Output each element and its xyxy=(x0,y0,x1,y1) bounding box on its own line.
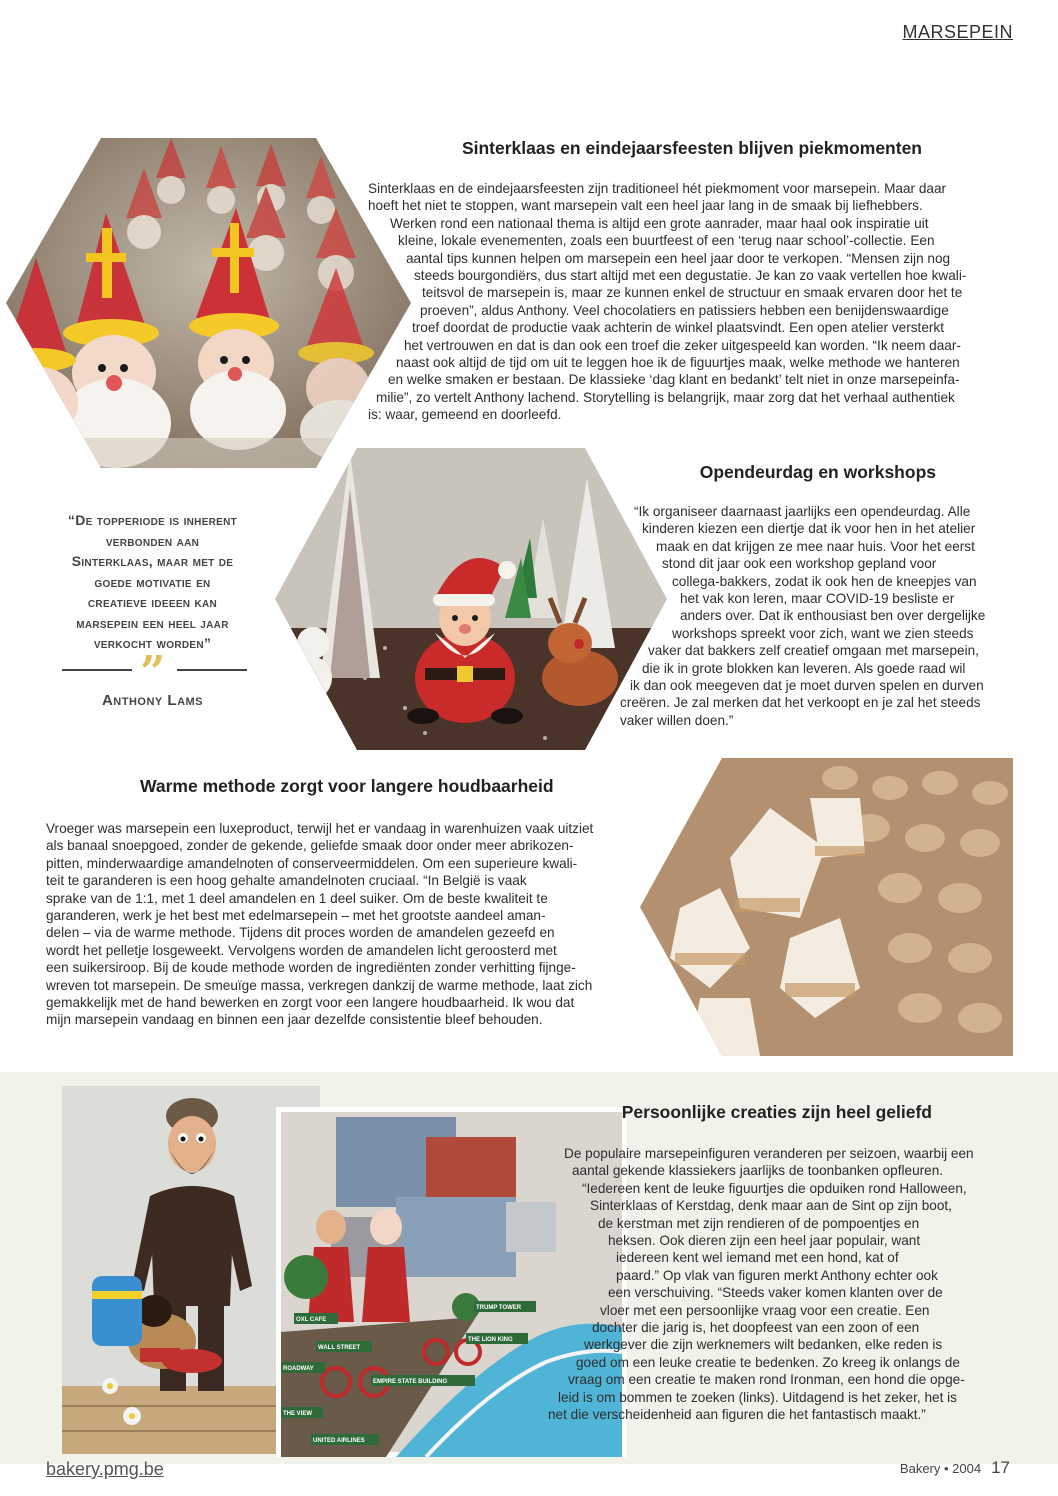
pull-quote-line: marsepein een heel jaar xyxy=(76,614,229,631)
quote-mark-icon: ” xyxy=(140,647,166,698)
text-line: milie”, zo vertelt Anthony lachend. Storytelling is belangrijk, maar zorg dat het verhaal authentiek xyxy=(376,389,955,405)
pull-quote-line: verkocht worden” xyxy=(93,635,212,651)
text-line: Vroeger was marsepein een luxeproduct, terwijl het er vandaag in warenhuizen vaak uitziet xyxy=(46,821,594,836)
sign-label: ROADWAY xyxy=(283,1366,314,1372)
sign-label: THE LION KING xyxy=(468,1337,513,1343)
sign-label: TRUMP TOWER xyxy=(476,1305,522,1311)
pull-quote xyxy=(40,510,265,654)
quote-divider xyxy=(62,647,247,698)
section-title-persoonlijke-creaties: Persoonlijke creaties zijn heel geliefd xyxy=(621,1102,932,1122)
pull-quote-line: creatieve ideeen kan xyxy=(87,594,218,610)
text-line: naast ook altijd de tijd om uit te leggen hoe ik de figuurtjes maak, welke methode we hanteren xyxy=(396,355,960,371)
text-line: troef doordat de productie vaak achterin de winkel plaatsvindt. Een open atelier versterkt xyxy=(412,320,944,336)
text-line: delen – via de warme methode. Tijdens dit proces worden de amandelen gezeefd en xyxy=(46,925,555,941)
text-line: De populaire marsepeinfiguren veranderen per seizoen, waarbij een xyxy=(564,1146,974,1161)
text-line: steeds bourgondiërs, dus start altijd met een degustatie. Je kan zo vaak vertellen hoe kwali- xyxy=(414,268,967,284)
text-line: teitsvol de marsepein is, maar ze kunnen enkel de structuur en smaak ervaren door het te xyxy=(422,285,963,301)
sign-label: THE VIEW xyxy=(283,1411,313,1417)
text-line: het vak kon leren, maar COVID-19 besliste er xyxy=(680,591,955,607)
sign-label: EMPIRE STATE BUILDING xyxy=(373,1379,448,1385)
section-title-houdbaarheid: Warme methode zorgt voor langere houdbaarheid xyxy=(140,776,554,796)
text-line: kleine, lokale evenementen, zoals een buurtfeest of een ‘terug naar school’-collectie. Een xyxy=(398,233,935,249)
page-number: 17 xyxy=(991,1458,1010,1477)
santa-marzipan-scene-photo xyxy=(275,448,667,750)
text-line: maak en dat krijgen ze mee naar huis. Voor het eerst xyxy=(656,538,975,554)
section-tag: MARSEPEIN xyxy=(902,22,1013,42)
divider-line-right xyxy=(177,669,247,671)
pull-quote-line: “De topperiode is inherent xyxy=(67,512,238,528)
text-line: vloer met een persoonlijke vraag voor een creatie. Een xyxy=(600,1302,930,1318)
text-line: “Iedereen kent de leuke figuurtjes die opduiken rond Halloween, xyxy=(582,1180,967,1196)
text-line: iedereen kent wel iemand met een hond, kat of xyxy=(616,1250,899,1266)
article-houdbaarheid xyxy=(46,820,686,1029)
footer-website-link[interactable]: bakery.pmg.be xyxy=(46,1459,164,1479)
marzipan-pieces-photo xyxy=(640,758,1013,1056)
text-line: als banaal snoepgoed, zonder de gekende, geliefde smaak door onder meer abrikozen- xyxy=(46,838,574,854)
text-line: sprake van de 1:1, met 1 deel amandelen en 1 deel suiker. Om de beste kwaliteit te xyxy=(46,890,548,906)
pull-quote-line: Sinterklaas, maar met de xyxy=(71,553,234,569)
text-line: aantal gekende klassiekers jaarlijks de toonbanken opfleuren. xyxy=(572,1163,944,1179)
text-line: gemakkelijk met de hand bewerken en zorgt voor een langere houdbaarheid. Ik wou dat xyxy=(46,995,575,1011)
text-line: paard.” Op vlak van figuren merkt Anthony echter ook xyxy=(616,1267,938,1283)
text-line: vraag om een creatie te maken rond Ironman, een hond die opge- xyxy=(568,1372,965,1388)
section-title-opendeurdag: Opendeurdag en workshops xyxy=(699,462,936,482)
text-line: dochter die jarig is, het doopfeest van een zoon of een xyxy=(592,1320,920,1336)
text-line: is: waar, gemeend en doorleefd. xyxy=(368,407,562,423)
divider-line-left xyxy=(62,669,132,671)
text-line: hoeft het niet te stoppen, want marsepein valt een heel jaar lang in de smaak bij liefhebbers. xyxy=(368,198,923,214)
text-line: net die verscheidenheid aan figuren die het fantastisch maakt.” xyxy=(548,1407,926,1423)
text-line: die ik in grote blokken kan leveren. Als goede raad wil xyxy=(642,660,966,676)
text-line: een suikersiroop. Bij de koude methode worden de ingrediënten zonder verhitting fijnge- xyxy=(46,960,576,976)
text-line: Werken rond een nationaal thema is altijd een grote aanrader, maar haal ook inspiratie uit xyxy=(390,215,929,231)
text-line: Sinterklaas en de eindejaarsfeesten zijn traditioneel hét piekmoment voor marsepein. Maar daar xyxy=(368,181,947,196)
sign-label: OXL CAFE xyxy=(296,1317,327,1323)
article-piekmomenten xyxy=(368,180,1013,424)
text-line: goed om een leuke creatie te bedenken. Zo kreeg ik onlangs de xyxy=(576,1354,960,1370)
text-line: teit te garanderen is een hoog gehalte amandelnoten cruciaal. “In België is vaak xyxy=(46,873,527,889)
section-title-piekmomenten: Sinterklaas en eindejaarsfeesten blijven piekmomenten xyxy=(461,138,922,158)
text-line: “Ik organiseer daarnaast jaarlijks een opendeurdag. Alle xyxy=(634,504,971,519)
sign-label: WALL STREET xyxy=(318,1345,361,1351)
sinterklaas-figures-photo xyxy=(6,138,411,468)
text-line: anders over. Dat ik enthousiast ben over dergelijke xyxy=(680,608,986,624)
sign-label: UNITED AIRLINES xyxy=(313,1438,365,1444)
text-line: mijn marsepein vandaag en binnen een jaar dezelfde consistentie bleef behouden. xyxy=(46,1012,543,1028)
text-line: een verschuiving. “Steeds vaker komen klanten over de xyxy=(608,1285,943,1301)
text-line: leid is om bommen te zoeken (links). Uitdagend is het zeker, het is xyxy=(558,1389,957,1405)
text-line: vaker dat bakkers zelf creatief omgaan met marsepein, xyxy=(648,643,979,659)
text-line: werkgever die zijn werknemers wilt bedanken, elke reden is xyxy=(584,1337,943,1353)
text-line: collega-bakkers, zodat ik ook hen de kneepjes van xyxy=(672,573,977,589)
article-opendeurdag xyxy=(620,503,1013,729)
text-line: het vertrouwen en dat is dan ook een troef die zeker uitgespeeld kan worden. “Ik neem daar- xyxy=(404,337,961,353)
text-line: stond dit jaar ook een workshop gepland voor xyxy=(662,556,937,572)
issue-label: Bakery • 2004 xyxy=(899,1461,982,1476)
text-line: pitten, minderwaardige amandelnoten of conserveermiddelen. Om een superieure kwali- xyxy=(46,855,578,871)
text-line: workshops spreekt voor zich, want we zien steeds xyxy=(672,625,974,641)
text-line: garanderen, werk je het best met edelmarsepein – met het grootste aandeel aman- xyxy=(46,908,546,924)
text-line: proeven”, aldus Anthony. Veel chocolatiers en patissiers hebben een benijdenswaardige xyxy=(420,302,949,318)
article-persoonlijke-creaties xyxy=(548,1145,1013,1424)
footer-issue xyxy=(900,1458,1010,1478)
text-line: vaker willen doen.” xyxy=(620,712,734,728)
text-line: kinderen kiezen een diertje dat ik voor hen in het atelier xyxy=(642,521,976,537)
text-line: Sinterklaas of Kerstdag, denk maar aan de Sint op zijn boot, xyxy=(590,1198,952,1214)
text-line: aantal tips kunnen helpen om marsepein een heel jaar door te verkopen. “Mensen zijn nog xyxy=(406,250,951,266)
text-line: heksen. Ook dieren zijn een heel jaar populair, want xyxy=(608,1233,921,1249)
text-line: wreven tot marsepein. De smeuïge massa, verkregen dankzij de warme methode, laat zich xyxy=(46,977,593,993)
text-line: wordt het pelletje losgeweekt. Vervolgens worden de amandelen licht geroosterd met xyxy=(46,942,557,958)
quote-author: Anthony Lams xyxy=(101,692,204,709)
text-line: ik dan ook meegeven dat je moet durven spelen en durven xyxy=(630,678,984,694)
pull-quote-line: goede motivatie en xyxy=(94,573,211,590)
text-line: de kerstman met zijn rendieren of de pompoentjes en xyxy=(598,1215,920,1231)
pull-quote-line: verbonden aan xyxy=(105,532,200,549)
text-line: en welke smaken er bestaan. De klassieke ‘dag klant en bedankt’ telt niet in onze marsepeinfa- xyxy=(388,372,960,388)
text-line: creëren. Je zal merken dat het verkoopt en je zal het steeds xyxy=(620,695,981,711)
